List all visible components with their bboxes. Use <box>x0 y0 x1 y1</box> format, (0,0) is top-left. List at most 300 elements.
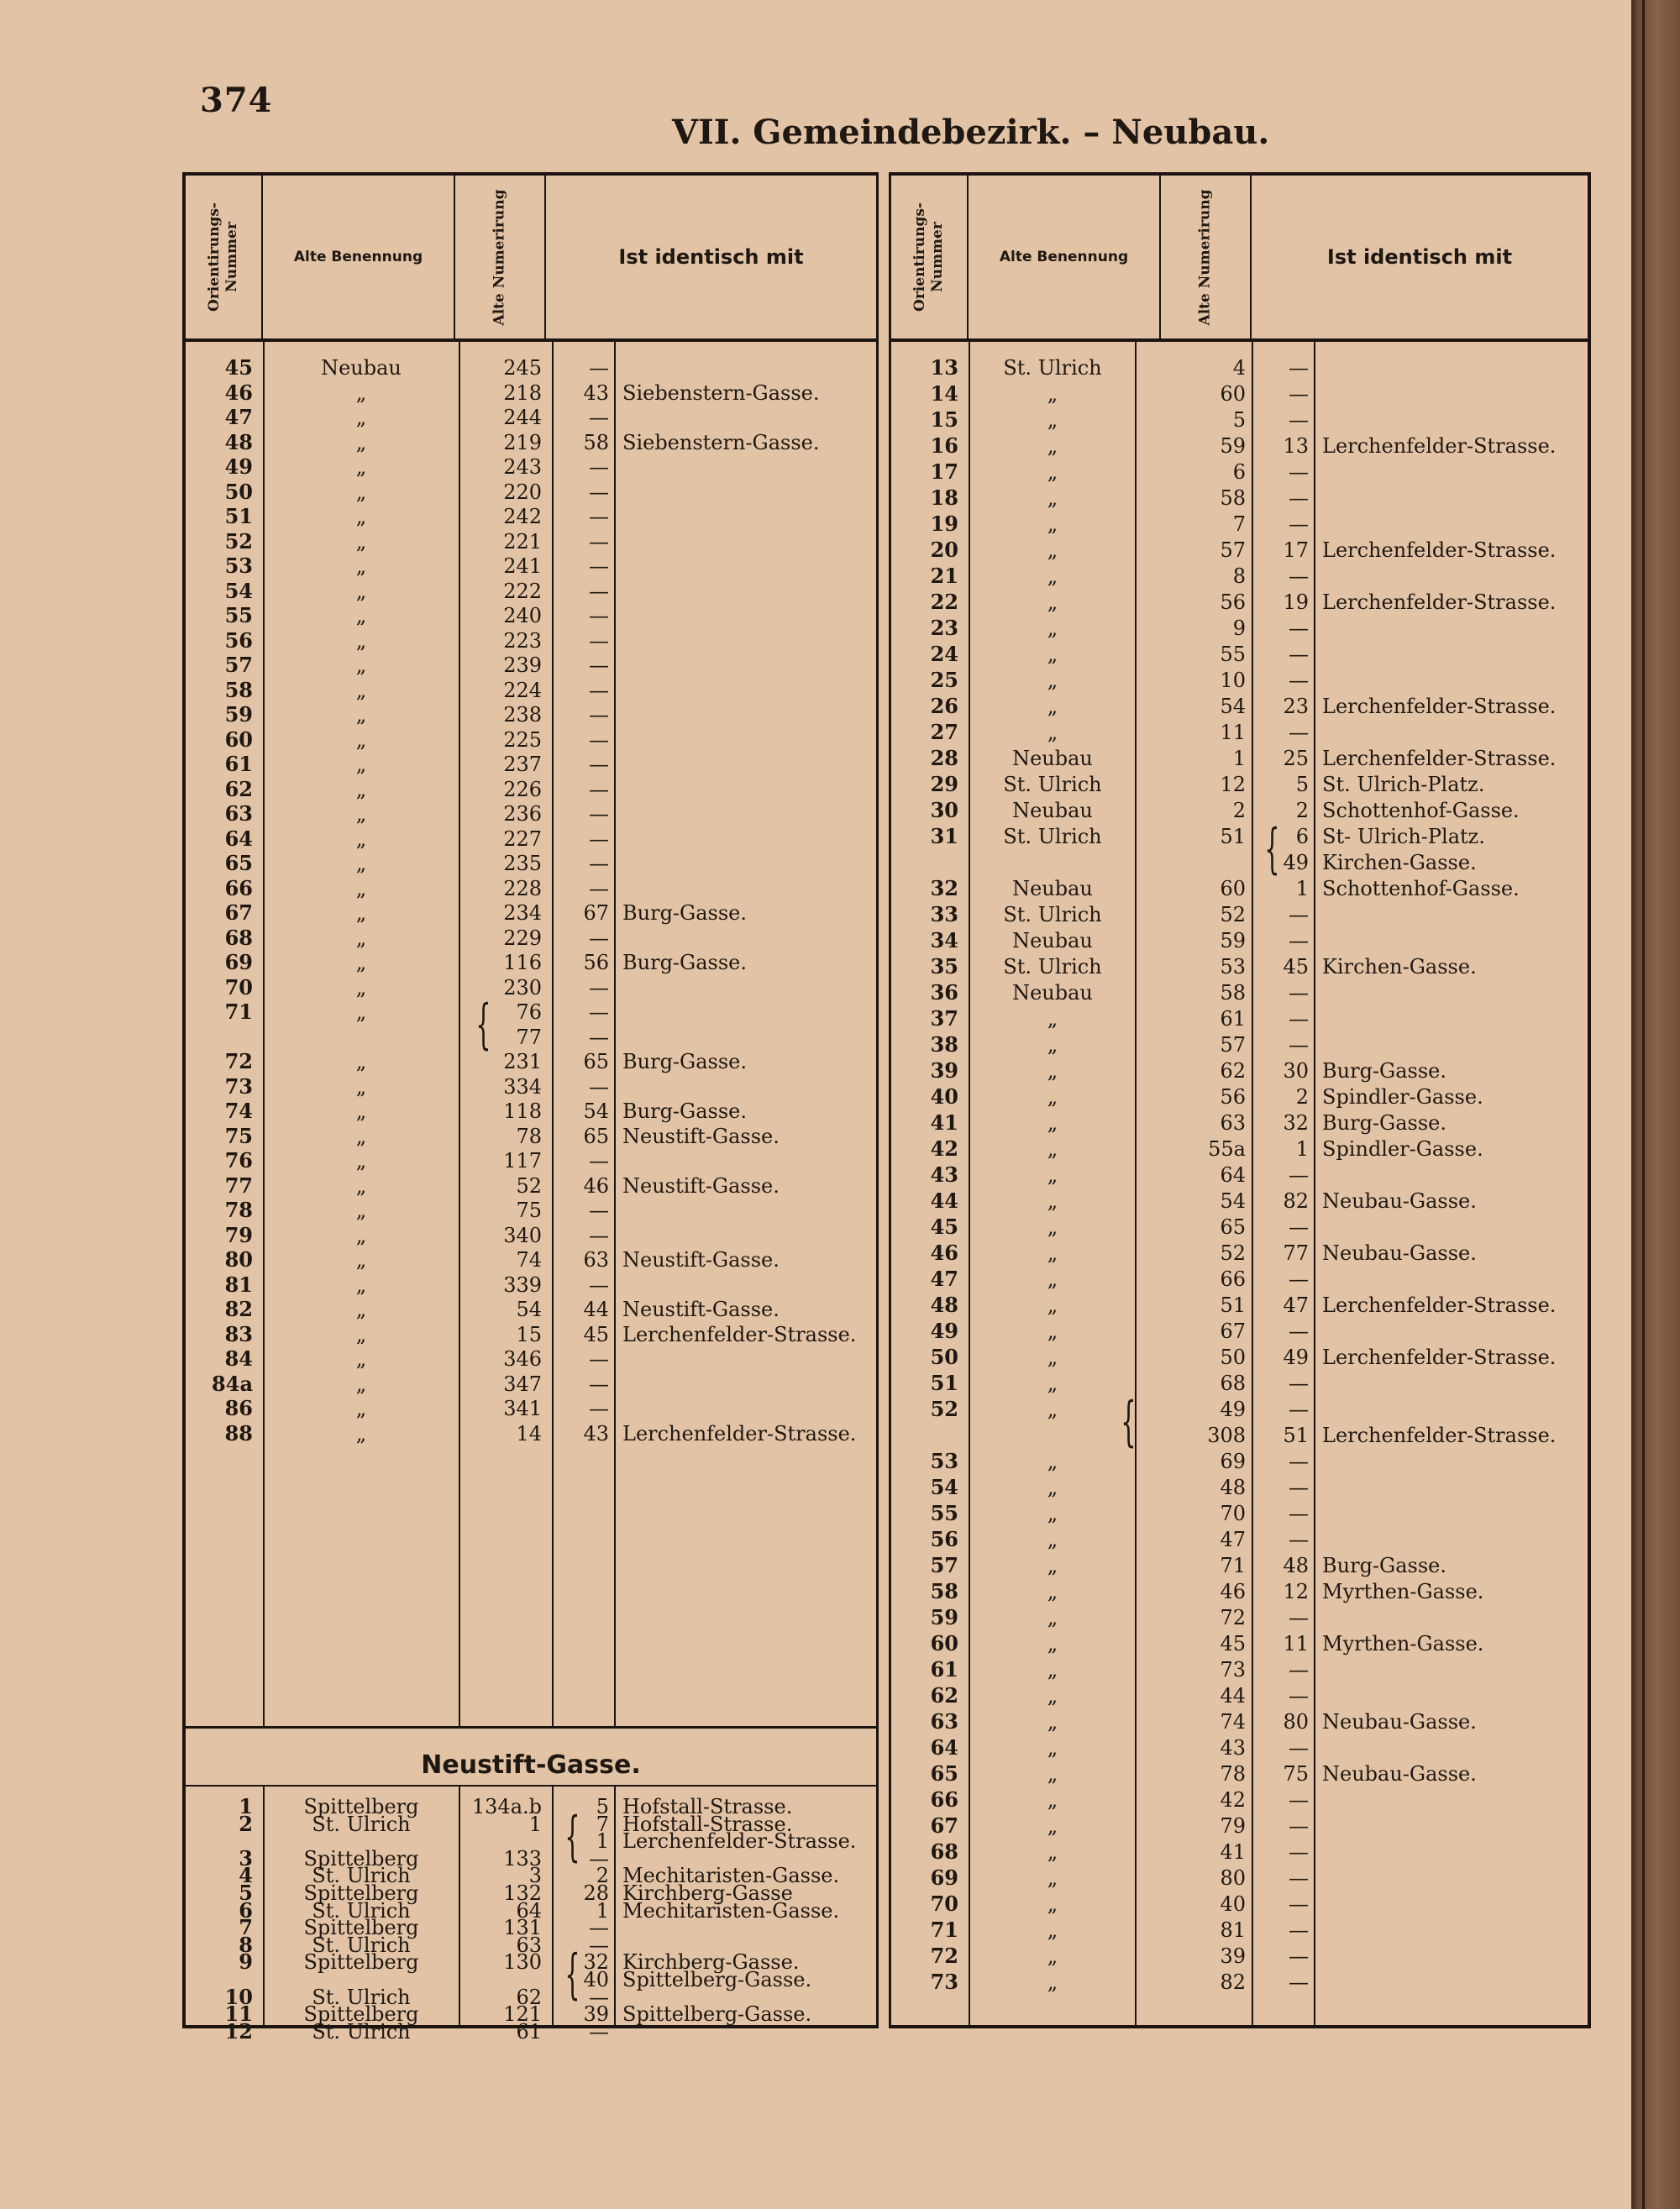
identisch-nummer: — <box>1289 1892 1309 1916</box>
alte-numerirung: 78 <box>516 1124 542 1148</box>
alte-numerirung: 130 <box>503 1950 542 1975</box>
orientierungs-nummer: 60 <box>224 727 253 752</box>
alte-benennung: Spittelberg <box>303 1795 419 1818</box>
alte-benennung: „ <box>355 727 367 752</box>
alte-numerirung: 80 <box>1220 1866 1246 1890</box>
identisch-strasse: Mechitaristen-Gasse. <box>622 1864 840 1888</box>
alte-numerirung: 224 <box>503 678 542 702</box>
alte-numerirung: 61 <box>1220 1007 1246 1031</box>
identisch-nummer: 45 <box>1283 955 1309 979</box>
table-row <box>891 1110 1588 1136</box>
identisch-nummer: — <box>1289 1684 1309 1708</box>
identisch-nummer: — <box>589 1074 609 1099</box>
identisch-nummer: — <box>589 926 609 950</box>
alte-numerirung: 51 <box>1220 1293 1246 1317</box>
orientierungs-nummer: 28 <box>930 746 958 770</box>
alte-benennung: „ <box>1047 1241 1058 1265</box>
orientierungs-nummer: 77 <box>224 1173 253 1198</box>
alte-benennung: Neubau <box>1012 929 1093 952</box>
orientierungs-nummer: 13 <box>930 355 958 380</box>
table-row <box>891 1553 1588 1578</box>
orientierungs-nummer: 50 <box>930 1345 958 1369</box>
identisch-nummer: — <box>1289 486 1309 510</box>
alte-numerirung: 347 <box>503 1372 542 1396</box>
alte-benennung: „ <box>355 380 367 405</box>
identisch-strasse: Lerchenfelder-Strasse. <box>1322 434 1557 458</box>
identisch-strasse: Burg-Gasse. <box>622 1050 747 1073</box>
table-row <box>186 1049 876 1074</box>
alte-numerirung: 63 <box>1220 1111 1246 1135</box>
table-row <box>186 752 876 777</box>
table-row <box>891 1162 1588 1188</box>
identisch-nummer: — <box>1289 1606 1309 1629</box>
orientierungs-nummer: 47 <box>224 405 253 429</box>
orientierungs-nummer: 75 <box>224 1123 253 1148</box>
alte-benennung: „ <box>1047 1476 1058 1499</box>
alte-numerirung: 52 <box>516 1173 542 1198</box>
address-table <box>182 172 1591 2044</box>
identisch-nummer: — <box>589 703 609 727</box>
identisch-nummer: — <box>1289 1267 1309 1291</box>
alte-numerirung: 68 <box>1220 1372 1246 1395</box>
orientierungs-nummer: 54 <box>224 578 253 603</box>
identisch-strasse: St- Ulrich-Platz. <box>1322 825 1485 848</box>
identisch-nummer: 54 <box>583 1099 609 1123</box>
identisch-nummer: — <box>1289 1528 1309 1551</box>
header-alte-numerirung <box>1161 176 1252 338</box>
identisch-nummer: — <box>1289 643 1309 666</box>
table-row <box>186 1223 876 1248</box>
table-row <box>186 554 876 579</box>
alte-numerirung: 60 <box>1220 382 1246 406</box>
alte-numerirung: 64 <box>1220 1163 1246 1187</box>
header-alte-benennung-label: Alte Benennung <box>293 249 423 265</box>
alte-benennung: „ <box>1047 1372 1058 1395</box>
alte-benennung: „ <box>1047 408 1058 432</box>
orientierungs-nummer: 56 <box>930 1527 958 1551</box>
orientierungs-nummer: 84 <box>224 1346 253 1371</box>
orientierungs-nummer: 14 <box>930 381 958 406</box>
alte-benennung: „ <box>1047 669 1058 692</box>
header-alte-benennung-label: Alte Benennung <box>999 249 1129 265</box>
header-alte-benennung <box>969 176 1161 338</box>
table-row <box>891 1475 1588 1500</box>
alte-benennung: „ <box>1047 1267 1058 1291</box>
alte-numerirung: 134a.b <box>471 1795 542 1818</box>
table-row <box>891 1657 1588 1682</box>
table-row <box>891 512 1588 537</box>
orientierungs-nummer: 33 <box>930 902 958 926</box>
left-header <box>186 176 876 342</box>
orientierungs-nummer: 25 <box>930 668 958 692</box>
alte-benennung: „ <box>1047 721 1058 744</box>
orientierungs-nummer: 79 <box>224 1222 253 1247</box>
alte-numerirung: 53 <box>1220 955 1246 979</box>
table-row <box>891 1918 1588 1943</box>
alte-benennung: „ <box>1047 695 1058 718</box>
alte-numerirung: 235 <box>503 852 542 875</box>
identisch-strasse: Schottenhof-Gasse. <box>1322 877 1520 900</box>
alte-benennung: „ <box>1047 1970 1058 1994</box>
alte-benennung: Neubau <box>1012 747 1093 770</box>
alte-numerirung: 131 <box>503 1916 542 1940</box>
alte-benennung: St. Ulrich <box>312 1898 411 1923</box>
alte-benennung: „ <box>355 678 367 702</box>
table-row <box>891 1371 1588 1396</box>
identisch-nummer: — <box>1289 1918 1309 1942</box>
table-row <box>891 798 1588 823</box>
orientierungs-nummer: 83 <box>224 1321 253 1346</box>
identisch-strasse: Spindler-Gasse. <box>1322 1085 1483 1109</box>
alte-benennung: „ <box>355 1124 367 1148</box>
alte-numerirung: 78 <box>1220 1762 1246 1786</box>
alte-benennung: St. Ulrich <box>312 1985 411 2009</box>
table-row <box>891 1605 1588 1630</box>
alte-numerirung: 67 <box>1220 1320 1246 1343</box>
alte-benennung: „ <box>355 604 367 627</box>
alte-numerirung: 1 <box>1232 747 1246 770</box>
alte-numerirung: 74 <box>1220 1710 1246 1734</box>
table-row <box>891 1006 1588 1031</box>
alte-numerirung: 43 <box>1220 1736 1246 1760</box>
alte-benennung: St. Ulrich <box>1003 903 1102 926</box>
table-row <box>891 538 1588 563</box>
alte-numerirung: 77 <box>516 1025 542 1049</box>
alte-numerirung: 75 <box>516 1199 542 1222</box>
alte-benennung: St. Ulrich <box>1003 773 1102 796</box>
alte-benennung: St. Ulrich <box>312 2019 411 2044</box>
header-identisch-label: Ist identisch mit <box>618 245 804 269</box>
table-row <box>186 1124 876 1149</box>
alte-benennung: Spittelberg <box>303 1846 419 1871</box>
identisch-nummer: 2 <box>1295 799 1309 822</box>
alte-benennung: „ <box>355 1347 367 1371</box>
identisch-strasse: Burg-Gasse. <box>1322 1059 1446 1083</box>
table-row <box>186 801 876 826</box>
identisch-nummer: 5 <box>596 1795 609 1818</box>
alte-numerirung: 58 <box>1220 486 1246 510</box>
orientierungs-nummer: 27 <box>930 720 958 744</box>
table-row <box>891 616 1588 641</box>
alte-benennung: „ <box>1047 1502 1058 1525</box>
table-row <box>891 1944 1588 1969</box>
orientierungs-nummer: 41 <box>930 1110 958 1135</box>
table-row <box>186 1372 876 1397</box>
identisch-nummer: — <box>589 753 609 776</box>
alte-numerirung: 46 <box>1220 1580 1246 1603</box>
alte-numerirung: 4 <box>1232 356 1246 380</box>
orientierungs-nummer: 78 <box>224 1198 253 1222</box>
alte-benennung: „ <box>355 529 367 554</box>
table-row <box>186 579 876 604</box>
table-row <box>186 1247 876 1272</box>
identisch-nummer: 44 <box>583 1298 609 1321</box>
identisch-strasse: Neustift-Gasse. <box>622 1248 780 1272</box>
alte-benennung: „ <box>355 1421 367 1446</box>
alte-benennung: „ <box>355 901 367 925</box>
alte-benennung: „ <box>1047 1892 1058 1916</box>
table-row <box>891 1319 1588 1344</box>
identisch-nummer: 2 <box>1295 1085 1309 1109</box>
orientierungs-nummer: 3 <box>239 1845 253 1871</box>
identisch-strasse: Siebenstern-Gasse. <box>622 430 820 454</box>
table-row <box>186 405 876 430</box>
orientierungs-nummer: 84a <box>212 1371 253 1396</box>
identisch-strasse: Neustift-Gasse. <box>622 1298 780 1321</box>
identisch-nummer: 28 <box>583 1881 609 1905</box>
identisch-nummer: — <box>1289 356 1309 380</box>
right-table-half <box>889 172 1591 2028</box>
orientierungs-nummer: 58 <box>930 1579 958 1603</box>
identisch-nummer: — <box>1289 1866 1309 1890</box>
identisch-nummer: — <box>589 852 609 875</box>
identisch-nummer: 43 <box>583 1421 609 1446</box>
table-row <box>891 746 1588 771</box>
orientierungs-nummer: 69 <box>224 950 253 974</box>
orientierungs-nummer: 53 <box>930 1449 958 1473</box>
orientierungs-nummer: 7 <box>239 1915 253 1940</box>
table-row <box>186 926 876 951</box>
identisch-nummer: 32 <box>583 1950 609 1975</box>
header-identisch <box>546 176 876 338</box>
orientierungs-nummer: 80 <box>224 1247 253 1272</box>
orientierungs-nummer: 65 <box>224 851 253 875</box>
alte-numerirung: 10 <box>1220 669 1246 692</box>
identisch-nummer: — <box>589 505 609 528</box>
alte-numerirung: 15 <box>516 1322 542 1346</box>
orientierungs-nummer: 57 <box>930 1553 958 1577</box>
identisch-nummer: — <box>589 480 609 504</box>
table-row <box>891 564 1588 589</box>
alte-numerirung: 73 <box>1220 1658 1246 1682</box>
header-identisch-label: Ist identisch mit <box>1326 245 1513 269</box>
alte-benennung: Neubau <box>1012 799 1093 822</box>
orientierungs-nummer: 4 <box>239 1863 253 1888</box>
identisch-nummer: 67 <box>583 901 609 925</box>
table-row <box>891 590 1588 615</box>
identisch-nummer: 65 <box>583 1050 609 1073</box>
table-row <box>891 1032 1588 1057</box>
orientierungs-nummer: 86 <box>224 1396 253 1420</box>
table-row <box>891 1631 1588 1656</box>
identisch-strasse: Burg-Gasse. <box>1322 1111 1446 1135</box>
orientierungs-nummer: 63 <box>224 801 253 826</box>
alte-benennung: „ <box>1047 1320 1058 1343</box>
alte-numerirung: 71 <box>1220 1554 1246 1577</box>
alte-benennung: „ <box>355 1272 367 1297</box>
orientierungs-nummer: 56 <box>224 627 253 653</box>
alte-numerirung: 57 <box>1220 538 1246 562</box>
alte-numerirung: 219 <box>503 430 542 454</box>
table-row <box>186 1000 876 1025</box>
identisch-nummer: — <box>589 1933 609 1957</box>
identisch-strasse: Lerchenfelder-Strasse. <box>1322 538 1557 562</box>
orientierungs-nummer: 21 <box>930 564 958 588</box>
alte-numerirung: 55a <box>1208 1137 1246 1161</box>
identisch-strasse: Neubau-Gasse. <box>1322 1241 1477 1265</box>
table-row <box>186 777 876 802</box>
identisch-nummer: 19 <box>1283 590 1309 614</box>
table-row <box>891 355 1588 380</box>
table-row <box>891 1813 1588 1839</box>
identisch-strasse: St. Ulrich-Platz. <box>1322 773 1485 796</box>
orientierungs-nummer: 18 <box>930 485 958 510</box>
alte-numerirung: 58 <box>1220 981 1246 1005</box>
table-row <box>891 1865 1588 1891</box>
alte-numerirung: 49 <box>1220 1398 1246 1421</box>
identisch-strasse: Siebenstern-Gasse. <box>622 380 820 405</box>
table-row <box>891 433 1588 459</box>
identisch-strasse: Neubau-Gasse. <box>1322 1189 1477 1213</box>
orientierungs-nummer: 68 <box>224 925 253 950</box>
table-row <box>186 826 876 852</box>
table-row <box>186 1396 876 1421</box>
alte-benennung: Spittelberg <box>303 1950 419 1975</box>
alte-numerirung: 52 <box>1220 1241 1246 1265</box>
alte-benennung: „ <box>355 653 367 677</box>
orientierungs-nummer: 42 <box>930 1136 958 1161</box>
orientierungs-nummer: 63 <box>930 1709 958 1734</box>
alte-numerirung: 237 <box>503 753 542 776</box>
identisch-nummer: — <box>1289 669 1309 692</box>
table-row <box>891 720 1588 745</box>
orientierungs-nummer: 38 <box>930 1032 958 1057</box>
header-alte-numerirung <box>455 176 546 338</box>
table-row <box>186 678 876 703</box>
identisch-nummer: — <box>1289 1163 1309 1187</box>
alte-benennung: „ <box>1047 564 1058 588</box>
alte-numerirung: 116 <box>503 951 542 974</box>
table-row <box>186 504 876 529</box>
identisch-nummer: — <box>589 1025 609 1049</box>
identisch-nummer: — <box>1289 1658 1309 1682</box>
alte-numerirung: 40 <box>1220 1892 1246 1916</box>
table-row <box>186 1297 876 1322</box>
brace: { <box>475 994 491 1056</box>
alte-numerirung: 1 <box>528 1812 542 1836</box>
orientierungs-nummer: 64 <box>224 826 253 851</box>
alte-numerirung: 52 <box>1220 903 1246 926</box>
alte-numerirung: 47 <box>1220 1528 1246 1551</box>
alte-numerirung: 242 <box>503 505 542 528</box>
table-row <box>891 1970 1588 1995</box>
identisch-strasse: Burg-Gasse. <box>622 1099 747 1123</box>
header-orientierung <box>186 176 263 338</box>
table-row <box>186 1025 876 1050</box>
orientierungs-nummer: 49 <box>224 454 253 479</box>
table-row <box>891 1579 1588 1604</box>
alte-benennung: St. Ulrich <box>1003 356 1102 380</box>
alte-numerirung: 56 <box>1220 590 1246 614</box>
alte-numerirung: 59 <box>1220 929 1246 952</box>
alte-numerirung: 308 <box>1207 1424 1246 1447</box>
orientierungs-nummer: 57 <box>224 653 253 677</box>
table-row <box>186 653 876 678</box>
orientierungs-nummer: 2 <box>239 1811 253 1836</box>
orientierungs-nummer: 40 <box>930 1084 958 1109</box>
alte-benennung: „ <box>1047 1580 1058 1603</box>
identisch-nummer: 47 <box>1283 1293 1309 1317</box>
identisch-nummer: — <box>589 1199 609 1222</box>
header-alte-benennung <box>263 176 455 338</box>
identisch-strasse: Schottenhof-Gasse. <box>1322 799 1520 822</box>
identisch-nummer: 82 <box>1283 1189 1309 1213</box>
identisch-strasse: Myrthen-Gasse. <box>1322 1632 1484 1655</box>
table-row <box>891 876 1588 901</box>
alte-benennung: „ <box>1047 1059 1058 1083</box>
identisch-nummer: — <box>589 2019 609 2044</box>
identisch-nummer: — <box>589 876 609 900</box>
table-row <box>186 727 876 753</box>
alte-benennung: „ <box>1047 1450 1058 1473</box>
identisch-strasse: Burg-Gasse. <box>622 901 747 925</box>
alte-benennung: „ <box>355 1173 367 1198</box>
identisch-strasse: Burg-Gasse. <box>1322 1554 1446 1577</box>
identisch-nummer: — <box>1289 1944 1309 1968</box>
table-row <box>891 1892 1588 1917</box>
alte-numerirung: 222 <box>503 579 542 603</box>
identisch-nummer: — <box>1289 1215 1309 1239</box>
orientierungs-nummer: 66 <box>224 875 253 900</box>
orientierungs-nummer: 61 <box>930 1657 958 1682</box>
identisch-nummer: — <box>589 727 609 752</box>
alte-benennung: „ <box>355 926 367 950</box>
alte-numerirung: 230 <box>503 975 542 1000</box>
identisch-nummer: 1 <box>1295 1137 1309 1161</box>
orientierungs-nummer: 10 <box>224 1984 253 2009</box>
orientierungs-nummer: 76 <box>224 1148 253 1173</box>
table-row <box>186 702 876 727</box>
table-row <box>891 1709 1588 1734</box>
identisch-strasse: Neubau-Gasse. <box>1322 1710 1477 1734</box>
table-row <box>891 1735 1588 1760</box>
identisch-strasse: Lerchenfelder-Strasse. <box>1322 747 1557 770</box>
alte-numerirung: 228 <box>503 876 542 900</box>
alte-benennung: „ <box>355 951 367 974</box>
alte-benennung: „ <box>355 703 367 727</box>
alte-benennung: „ <box>1047 1293 1058 1317</box>
alte-numerirung: 236 <box>503 802 542 826</box>
identisch-nummer: 63 <box>583 1248 609 1272</box>
alte-numerirung: 2 <box>1232 799 1246 822</box>
orientierungs-nummer: 88 <box>224 1420 253 1446</box>
orientierungs-nummer: 30 <box>930 798 958 822</box>
identisch-nummer: 1 <box>596 1898 609 1923</box>
identisch-strasse: Myrthen-Gasse. <box>1322 1580 1484 1603</box>
identisch-nummer: 56 <box>583 951 609 974</box>
table-row <box>891 1136 1588 1162</box>
identisch-nummer: 13 <box>1283 434 1309 458</box>
alte-benennung: „ <box>355 876 367 900</box>
identisch-nummer: 51 <box>1283 1424 1309 1447</box>
orientierungs-nummer: 23 <box>930 616 958 640</box>
table-row <box>891 824 1588 849</box>
alte-benennung: „ <box>1047 1111 1058 1135</box>
identisch-nummer: — <box>589 1149 609 1173</box>
orientierungs-nummer: 22 <box>930 590 958 614</box>
identisch-nummer: — <box>589 826 609 851</box>
identisch-nummer: — <box>1289 721 1309 744</box>
identisch-nummer: — <box>1289 1840 1309 1864</box>
alte-numerirung: 7 <box>1232 512 1246 536</box>
table-row <box>891 928 1588 953</box>
identisch-strasse: Lerchenfelder-Strasse. <box>1322 1424 1557 1447</box>
identisch-nummer: — <box>1289 1736 1309 1760</box>
alte-numerirung: 72 <box>1220 1606 1246 1629</box>
table-row <box>186 529 876 554</box>
alte-benennung: „ <box>1047 1554 1058 1577</box>
table-row <box>891 980 1588 1005</box>
